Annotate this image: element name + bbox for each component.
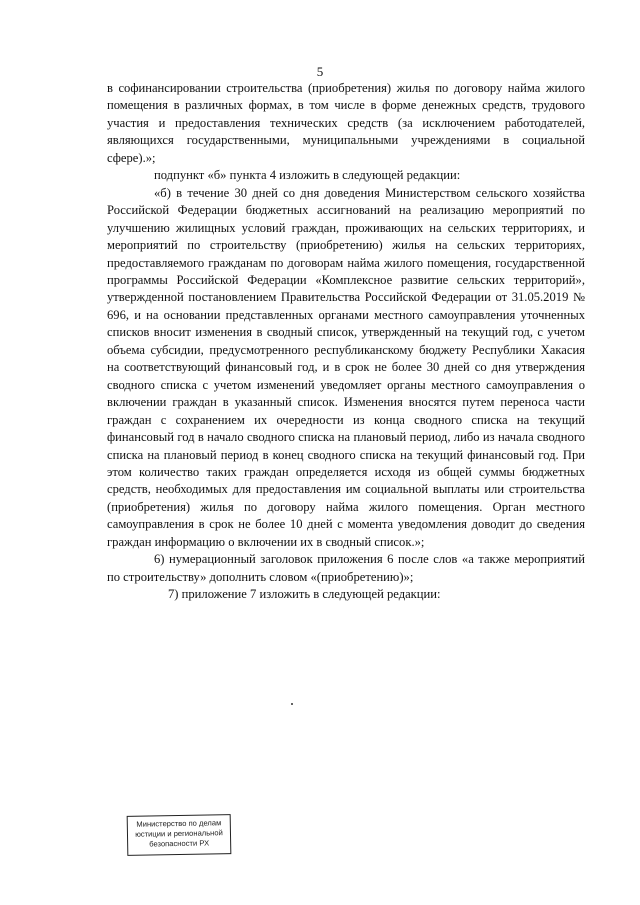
- page-number: 5: [316, 64, 324, 79]
- paragraph-subpoint-b-text: «б) в течение 30 дней со дня доведения Министерством сельского хозяйства Российской Федерации бюджетных ассигнований на реализацию мероприятий по улучшению жилищных условий граждан, проживающих на сельских территориях, и мероприятий по строительству (приобретению) жилья на сельских территориях, предоставляемого гражданам по договорам найма жилого помещения, государственной программы Российской Федерации «Комплексное развитие сельских территорий», утвержденной постановлением Правительства Российской Федерации от 31.05.2019 № 696, и на основании представленных органами местного самоуправления уточненных списков вносит изменения в сводный список, утвержденный на текущий год, с учетом объема субсидии, предусмотренного республиканскому бюджету Республики Хакасия на соответствующий финансовый год, и в срок не более 30 дней со дня утверждения сводного списка с учетом изменений уведомляет органы местного самоуправления о включении граждан в указанный список. Изменения вносятся путем переноса части граждан с сохранением их очередности из конца сводного списка на текущий финансовый год в начало сводного списка на плановый период, либо из начала сводного списка на плановый период в конец сводного списка на текущий финансовый год. При этом количество таких граждан определяется исходя из общей суммы бюджетных средств, необходимых для предоставления им социальной выплаты или строительства (приобретения) жилья по договору найма жилого помещения. Орган местного самоуправления в срок не более 10 дней с момента уведомления доводит до сведения граждан информацию о включении их в сводный список.»;: [107, 185, 585, 549]
- stamp-line: юстиции и региональной: [135, 828, 223, 839]
- stamp-line: Министерство по делам: [136, 818, 222, 829]
- stamp-line: безопасности РХ: [149, 838, 210, 849]
- ministry-stamp: [127, 814, 232, 856]
- paragraph-item-6: 6) нумерационный заголовок приложения 6 после слов «а также мероприятий по строительству» дополнить словом «(приобретению)»;: [107, 552, 585, 584]
- document-body: [107, 80, 585, 604]
- paragraph-item-7: 7) приложение 7 изложить в следующей редакции:: [168, 587, 441, 602]
- scan-speck: [291, 703, 293, 705]
- paragraph-continuation: в софинансировании строительства (приобретения) жилья по договору найма жилого помещения в различных формах, в том числе в форме денежных средств, трудового участия и предоставления технических средств (за исключением работодателей, являющихся государственными, муниципальными учреждениями в социальной сфере).»;: [107, 81, 585, 165]
- paragraph-subpoint-b-intro: подпункт «б» пункта 4 изложить в следующей редакции:: [154, 168, 461, 183]
